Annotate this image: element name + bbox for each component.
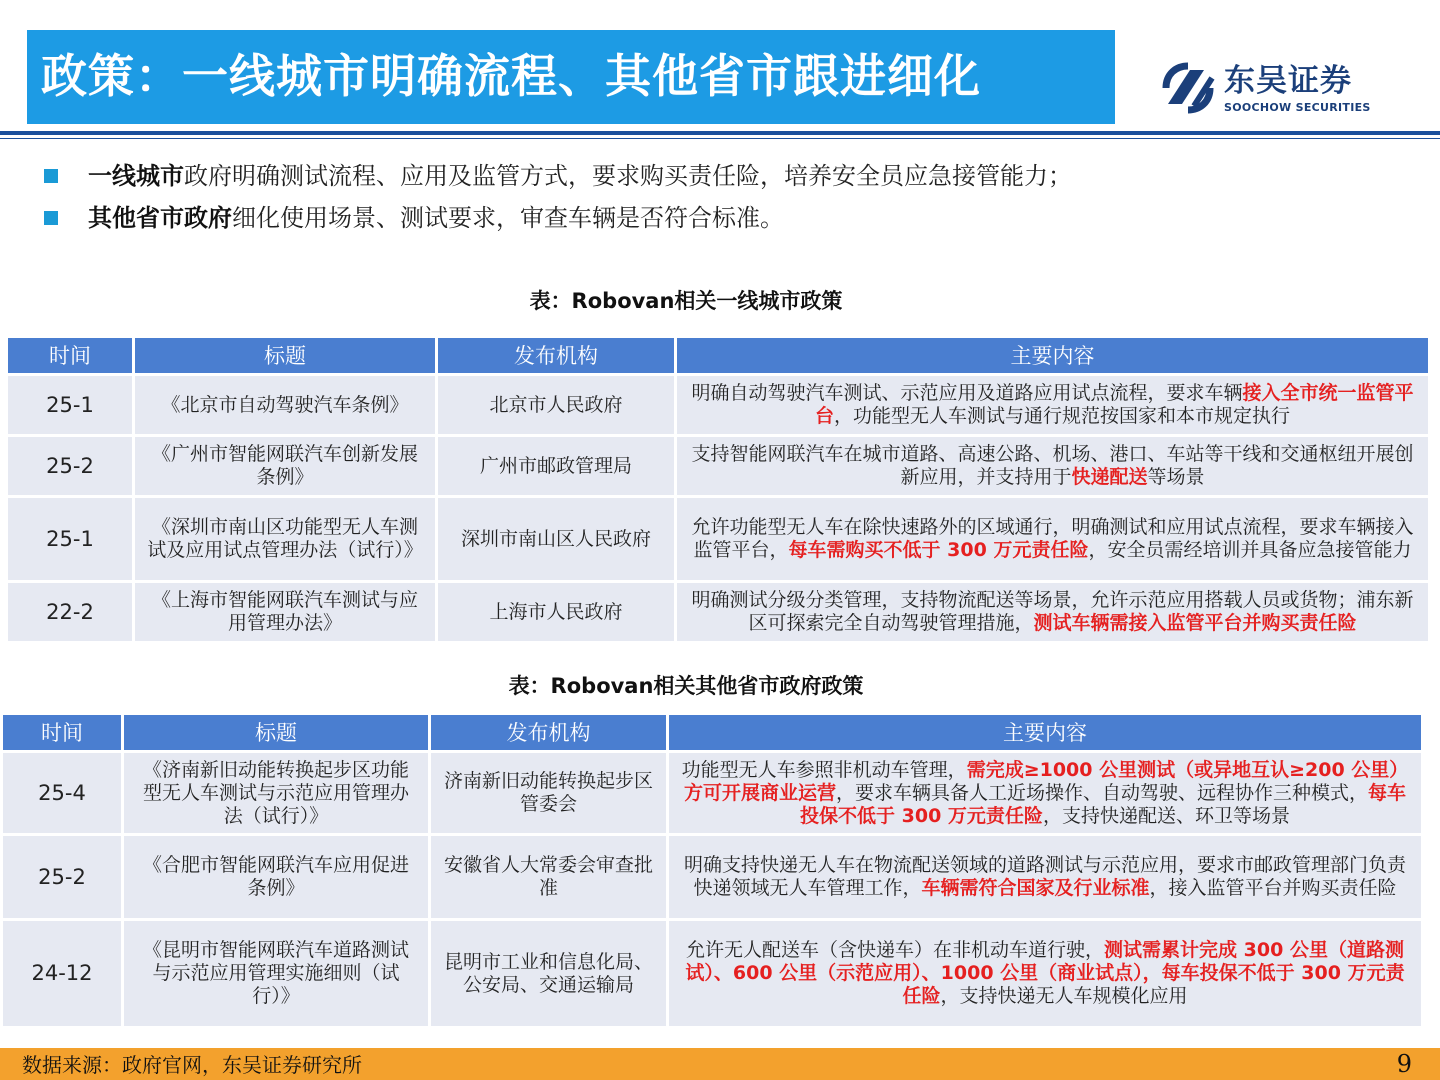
content-cell [669,836,1421,918]
content-cell [669,921,1421,1026]
content-text: ，功能型无人车测试与通行规范按国家和本市规定执行 [834,405,1291,427]
agency-cell: 北京市人民政府 [438,376,674,434]
bullet-text [88,197,784,239]
content-cell [669,753,1421,833]
time-cell: 24-12 [3,921,121,1026]
agency-cell: 广州市邮政管理局 [438,437,674,495]
brand-logo [1160,62,1420,118]
highlight-text: 快递配送 [1071,466,1148,488]
title-cell: 《合肥市智能网联汽车应用促进条例》 [124,836,428,918]
title-cell: 《广州市智能网联汽车创新发展条例》 [135,437,435,495]
bullet-body: 细化使用场景、测试要求，审查车辆是否符合标准。 [232,204,784,232]
page-number: 9 [1396,1050,1412,1078]
highlight-text: 测试车辆需接入监管平台并购买责任险 [1033,612,1357,634]
table-row [3,753,1421,833]
content-text: 明确自动驾驶汽车测试、示范应用及道路应用试点流程，要求车辆 [691,382,1243,404]
table-row [8,376,1428,434]
agency-cell: 上海市人民政府 [438,583,674,641]
table1-caption: 表：Robovan相关一线城市政策 [529,289,843,313]
logo-name-en: SOOCHOW SECURITIES [1224,101,1371,114]
title-cell: 《北京市自动驾驶汽车条例》 [135,376,435,434]
content-text: 等场景 [1147,466,1205,488]
title-cell: 《昆明市智能网联汽车道路测试与示范应用管理实施细则（试行）》 [124,921,428,1026]
page-title: 政策：一线城市明确流程、其他省市跟进细化 [41,49,981,103]
content-text: ，支持快递配送、环卫等场景 [1042,804,1290,827]
highlight-text: 每车投保不低于 300 万元责任险 [800,781,1407,827]
other-province-policy-table [0,712,1424,1029]
time-cell: 25-1 [8,376,132,434]
table2-caption: 表：Robovan相关其他省市政府政策 [508,674,864,698]
title-cell: 《上海市智能网联汽车测试与应用管理办法》 [135,583,435,641]
content-cell [677,376,1428,434]
time-cell: 25-2 [3,836,121,918]
content-text: 支持智能网联汽车在城市道路、高速公路、机场、港口、车站等干线和交通枢纽开展创新应用，并支持用于 [691,443,1414,488]
content-cell [677,498,1428,580]
agency-cell: 深圳市南山区人民政府 [438,498,674,580]
content-cell [677,437,1428,495]
table-row [8,498,1428,580]
content-text: 功能型无人车参照非机动车管理， [681,758,967,781]
highlight-text: 车辆需符合国家及行业标准 [921,877,1150,899]
soochow-logo-icon [1160,62,1216,114]
table-row [3,921,1421,1026]
content-text: ，接入监管平台并购买责任险 [1149,877,1397,899]
bullet-square-icon [44,211,58,225]
content-text: ，安全员需经培训并具备应急接管能力 [1088,539,1412,561]
highlight-text: 测试需累计完成 300 公里（道路测试）、600 公里（示范应用）、1000 公里（商业试点），每车投保不低于 300 万元责任险 [685,939,1405,1007]
col-header-title: 标题 [124,715,428,750]
table-header-row [3,715,1421,750]
time-cell: 25-1 [8,498,132,580]
table-row [3,836,1421,918]
highlight-text: 每车需购买不低于 300 万元责任险 [788,539,1089,561]
content-text: ，要求车辆具备人工近场操作、自动驾驶、远程协作三种模式， [835,781,1368,804]
table-header-row [8,338,1428,373]
bullet-bold: 其他省市政府 [88,204,232,232]
col-header-agency: 发布机构 [438,338,674,373]
highlight-text: 接入全市统一监管平台 [814,382,1414,427]
agency-cell: 安徽省人大常委会审查批准 [431,836,666,918]
col-header-content: 主要内容 [677,338,1428,373]
agency-cell: 济南新旧动能转换起步区管委会 [431,753,666,833]
agency-cell: 昆明市工业和信息化局、公安局、交通运输局 [431,921,666,1026]
bullet-body: 政府明确测试流程、应用及监管方式，要求购买责任险，培养安全员应急接管能力； [184,162,1072,190]
time-cell: 25-4 [3,753,121,833]
time-cell: 25-2 [8,437,132,495]
bullet-square-icon [44,169,58,183]
time-cell: 22-2 [8,583,132,641]
title-cell: 《深圳市南山区功能型无人车测试及应用试点管理办法（试行）》 [135,498,435,580]
content-text: 允许功能型无人车在除快速路外的区域通行，明确测试和应用试点流程，要求车辆接入监管平台， [691,516,1414,561]
bullet-bold: 一线城市 [88,162,184,190]
table-row [8,437,1428,495]
content-text: ，支持快递无人车规模化应用 [940,985,1188,1007]
table-row [8,583,1428,641]
content-text: 明确支持快递无人车在物流配送领域的道路测试与示范应用，要求市邮政管理部门负责快递领域无人车管理工作， [683,854,1406,899]
first-tier-city-policy-table [5,335,1431,644]
col-header-title: 标题 [135,338,435,373]
col-header-content: 主要内容 [669,715,1421,750]
title-bar [27,30,1115,124]
highlight-text: 需完成≥1000 公里测试（或异地互认≥200 公里）方可开展商业运营 [683,758,1409,804]
bullet-text [88,155,1072,197]
header-divider-thin [0,138,1440,139]
content-text: 明确测试分级分类管理，支持物流配送等场景，允许示范应用搭载人员或货物；浦东新区可探索完全自动驾驶管理措施， [691,589,1414,634]
logo-name-cn: 东吴证券 [1224,63,1352,99]
header-divider [0,131,1440,135]
col-header-time: 时间 [3,715,121,750]
title-cell: 《济南新旧动能转换起步区功能型无人车测试与示范应用管理办法（试行）》 [124,753,428,833]
content-text: 允许无人配送车（含快递车）在非机动车道行驶， [686,939,1105,961]
col-header-time: 时间 [8,338,132,373]
content-cell [677,583,1428,641]
data-source: 数据来源：政府官网，东吴证券研究所 [22,1053,362,1077]
col-header-agency: 发布机构 [431,715,666,750]
